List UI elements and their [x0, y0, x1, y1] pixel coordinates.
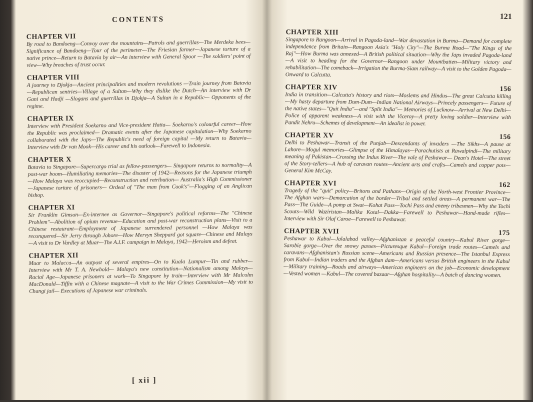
chapter-summary: Tragedy of the "quit" policy—Britons and Pathans—Origin of the North-west Frontier Province—The Afghan wars—Demarcation of the border—Tribal and settled areas—A permanent war—The Pass—The Guide—A pomp at Swat—Kohat Pass—Tochi Pass and enemy tribesmen—Why the Tochi Scouts—Wild Waziristan—Malika Kotal—Dakka—Farewell to Peshawar—Hand-made rifles—Interview with Sir Olaf Caroe—Farewell to Peshawar. [284, 188, 511, 224]
chapter-label: CHAPTER XI [28, 203, 75, 212]
contents-title: CONTENTS [111, 14, 165, 25]
chapter-summary: Muar to Malacca—An outpost of several empires—On to Kuala Lumpur—Tin and rubber—Interview with Mr T. A. Newbold— Malaya's new constitution—Nationalism among Malays—Racial Age—Japanese prisoners at work—To Singapore by train—Interview with Mr Malcolm MacDonald—Tiffin with a Chinese magnate—A visit to the War Crimes Commission—My visit to Changi jail— Executions of Japanese war criminals. [28, 258, 254, 295]
chapter-entry [29, 250, 253, 296]
chapter-label: CHAPTER XVII [283, 227, 340, 236]
chapter-summary: A journey to Djokja—Ancient principalities and modern revolutions —Train journey from Batavia—Republican sentries—Village of a Sultan—Why they dislike the Dutch—An interview with Dr Gani and Hadji —Slogans and guerrillas in Djokja—A Sultan in a Republic— Opponents of the regime. [26, 80, 252, 110]
chapter-label: CHAPTER XII [28, 251, 79, 260]
chapter-label: CHAPTER XVI [284, 179, 337, 188]
chapter-summary: India in transition—Calcutta's history and riots—Moslems and Hindus—The great Calcutta killing—My hasty departure from Dum-Dum—Indian National Airways—Princely passengers— Future of the native states—"Quit India"—and "Split India"— Memories of Lucknow—Arrival at New Delhi—Police of apparent weakness—A visit with the Viceroy—A pretty loving soldier—Interview with Pandit Nehru—Schemes of development—An idealist in power. [284, 92, 512, 128]
chapter-label: CHAPTER XIII [285, 28, 339, 37]
chapter-summary: Peshawar to Kabul—Jalalabad valley—Afghanistan a peaceful country—Kabul River gorge—Sarobie gorge—Over the snowy passes—Picturesque Kabul—Foreign trade routes—Camels and caravans—Afghanistan's Russian scene—Americans and Russian presence—The Istanbul Express from Kabul—Indian traders and the Afghan dam—Americans versus British engineers in the Kabul—Military training—Roads and airways—American engineers on the job—Economic development—Vested women —Kabul—The covered bazaar—Afghan hospitality—A batch of dancing women. [283, 236, 510, 279]
chapter-label: CHAPTER X [27, 155, 72, 164]
header-page-number: 121 [499, 11, 512, 22]
chapter-entry [284, 179, 510, 225]
left-page [18, 0, 262, 400]
chapter-page-number: 162 [498, 180, 511, 190]
chapter-entry [28, 154, 252, 200]
footer-page-number: [ xii ] [131, 375, 157, 385]
chapter-entry [27, 72, 251, 111]
chapter-label: CHAPTER IX [27, 114, 75, 123]
chapter-summary: Sir Franklin Gimson—Ex-internee as Governor—Singapore's political reforms—The "Chinese Problem"—Abolition of opium revenue—Education and post-war reconstruction plans—Visit to a Chinese restaurant—Employment of Japanese surrendered personnel —How Malaya was reconquered—Sir Jerry through Johore—How Mervyn Sheppard got square—Chinese and Malays—A visit to Dr Vardley at Muar—The A.I.F. campaign in Malaya, 1942—Heroism and defeat. [28, 210, 253, 247]
chapter-summary: Singapore to Rangoon—Arrival in Pagoda-land—War devastation in Burma—Demand for complete independence from Britain—Rangoon Asia's "Holy City"—The Burma Road—"The Kings of the Raj"—How Burma was annexed—A British political situation—Why the Japs invaded Pagoda-land—A visit to heading for the Governor—Rangoon under Mountbatten—Military victory and rehabilitation—The comeback—Irrigation the Burma-Siam railway—A visit to the Golden Pagoda—Onward to Calcutta. [285, 37, 512, 79]
chapter-entry [284, 131, 510, 177]
chapter-entry [285, 83, 511, 129]
chapter-page-number: 175 [498, 228, 511, 238]
chapter-summary: Batavia to Singapore—Supercargo trial as fellow-passengers— Singapore returns to normality—A post-war boom—Humiliating memories—The disaster of 1942—Reasons for the Japanese triumph —How Malaya was reoccupied—Reconstruction and retribution— Australia's High Commissioner—Japanese torture of prisoners— Ordeal of "The man from Cook's"—Flogging of an Anglican bishop. [27, 162, 252, 199]
chapter-label: CHAPTER VIII [26, 73, 80, 82]
chapter-entry [285, 28, 511, 81]
chapter-entry [284, 227, 510, 280]
chapter-page-number: 156 [499, 132, 511, 142]
book-gutter [262, 0, 272, 400]
chapter-summary: Delhi to Peshawar—Transit of the Punjab—Descendants of invaders —The Sikhs—A pause at Lahore—Mogul memories—Glimpse of the Himalayas—Parachutists at Rawalpindi—The military meaning of Pakistan—Crossing the Indus River—The vale of Peshawar— Dean's Hotel—The street of the Story-tellers—A hub of caravan routes—Ancient arts and crafts—Camels and copper pots—General Kim McCay. [284, 140, 511, 175]
chapter-entry [27, 113, 251, 152]
chapter-entry [26, 31, 250, 70]
chapter-entry [28, 202, 252, 248]
chapter-page-number: 156 [499, 84, 512, 94]
chapter-label: CHAPTER XIV [285, 83, 338, 92]
chapter-label: CHAPTER VII [26, 32, 77, 41]
right-page [275, 0, 518, 402]
chapter-label: CHAPTER XV [284, 131, 334, 140]
chapter-summary: Interview with President Soekarno and Vice-president Hatta— Soekarno's colourful career—How the Republic was proclaimed— Dramatic events after the Japanese capitulation—Why Soekarno collaborated with the Japs—The Republic's need of foreign capital —My return to Batavia—Interview with Dr van Mook—His career and his outlook—Farewell to Indonesia. [27, 121, 252, 151]
chapter-summary: By road to Bandoeng—Convoy over the mountains—Patrols and guerrillas—The Merdeka bees—Significance of Bandoeng—Tour of the perimeter—The Friesian farmer—Japanese torture of a native prince—Return to Batavia by air—An interview with General Spoor —The soldiers' point of view—Why breaches of trust occur. [26, 39, 251, 69]
